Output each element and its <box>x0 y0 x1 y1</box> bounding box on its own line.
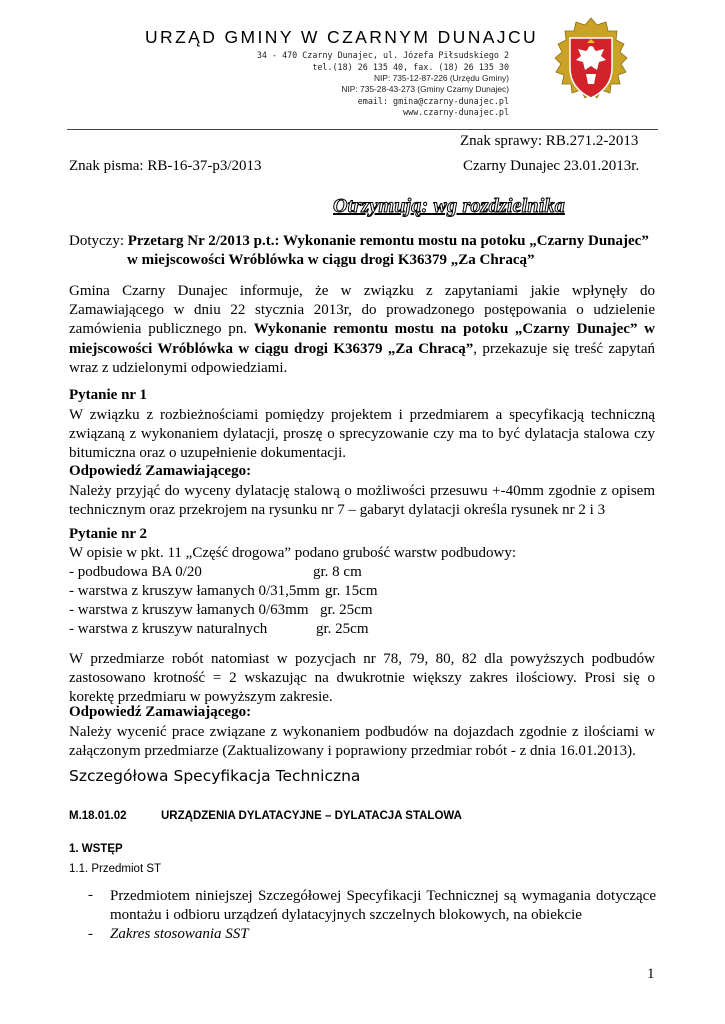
answer-2-heading: Odpowiedź Zamawiającego: <box>69 704 252 720</box>
email-line: email: gmina@czarny-dunajec.pl <box>357 96 509 106</box>
intro-paragraph <box>69 282 655 378</box>
spec-bullet-2: Zakres stosowania SST <box>110 926 249 942</box>
answer-1-heading: Odpowiedź Zamawiającego: <box>69 463 252 479</box>
layer-thickness: gr. 25cm <box>316 621 369 637</box>
letter-sign: Znak pisma: RB-16-37-p3/2013 <box>69 158 262 174</box>
header-divider <box>67 129 658 130</box>
office-name: URZĄD GMINY W CZARNYM DUNAJCU <box>145 27 539 47</box>
answer-2-text: Należy wycenić prace związane z wykonaniem podbudów na dojazdach zgodnie z ilościami w załączonym przedmiarze (Zaktualizowany i poprawiony przedmiar robót - z dnia 16.01.2013). <box>69 724 655 760</box>
spec-bullet-1: Przedmiotem niniejszej Szczegółowej Specyfikacji Technicznej są wymagania dotyczące montażu i odbioru urządzeń dylatacyjnych szczelnych blokowych, na obiekcie <box>110 888 656 924</box>
bullet-mark: - <box>88 887 93 903</box>
layer-thickness: gr. 8 cm <box>313 564 362 580</box>
subject-title: Przetarg Nr 2/2013 p.t.: Wykonanie remontu mostu na potoku „Czarny Dunajec” <box>127 233 649 249</box>
question-1-text: W związku z rozbieżnościami pomiędzy projektem i przedmiarem a specyfikacją techniczną związaną z wykonaniem dylatacji, proszę o sprecyzowanie czy ma to być dylatacja stalowa czy bitumiczna oraz o uzupełnienie dokumentacji. <box>69 407 655 462</box>
question-2-heading: Pytanie nr 2 <box>69 526 148 542</box>
section-heading: 1. WSTĘP <box>69 843 123 855</box>
address-line: 34 - 470 Czarny Dunajec, ul. Józefa Piłsudskiego 2 <box>256 50 509 60</box>
website-line: www.czarny-dunajec.pl <box>403 107 509 117</box>
question-2-intro: W opisie w pkt. 11 „Część drogowa” podano grubość warstw podbudowy: <box>69 545 516 561</box>
intro-bold-title: Wykonanie remontu mostu na potoku „Czarny Dunajec” w miejscowości Wróblówka w ciągu drogi K36379 „Za Chracą” <box>69 321 656 357</box>
layer-name: - warstwa z kruszyw łamanych 0/31,5mm <box>69 583 320 599</box>
case-sign: Znak sprawy: RB.271.2-2013 <box>460 133 639 149</box>
spec-code-title: URZĄDZENIA DYLATACYJNE – DYLATACJA STALOWA <box>161 810 462 822</box>
coat-of-arms-logo <box>550 16 632 112</box>
bullet-mark: - <box>88 926 93 942</box>
intro-text-2: , przekazuje się treść zapytań wraz z udzielonymi odpowiedziami. <box>69 340 655 376</box>
answer-1-text: Należy przyjąć do wyceny dylatację stalową o możliwości przesuwu +-40mm zgodnie z opisem technicznym oraz przekrojem na rysunku nr 7 – gabaryt dylatacji określa rysunek nr 2 i 3 <box>69 483 655 519</box>
intro-text-1: Gmina Czarny Dunajec informuje, że w związku z zapytaniami jakie wpłynęły do Zamawiającego w dniu 22 stycznia 2013r, do prowadzonego postępowania o udzielenie zamówienia publicznego pn. <box>69 283 655 338</box>
spec-title: Szczegółowa Specyfikacja Techniczna <box>69 767 361 785</box>
layer-name: - warstwa z kruszyw łamanych 0/63mm <box>69 602 309 618</box>
recipients-heading: Otrzymują: wg rozdzielnika <box>333 195 565 217</box>
phone-fax-line: tel.(18) 26 135 40, fax. (18) 26 135 30 <box>312 62 509 72</box>
page-number: 1 <box>647 966 655 982</box>
question-2-text: W przedmiarze robót natomiast w pozycjach nr 78, 79, 80, 82 dla powyższych podbudów zastosowano krotność = 2 wskazując na dwukrotnie większy zakres ilościowy. Prosi się o korektę przedmiaru w powyższym zakresie. <box>69 651 655 706</box>
place-date: Czarny Dunajec 23.01.2013r. <box>463 158 640 174</box>
nip-commune-line: NIP: 735-28-43-273 (Gminy Czarny Dunajec) <box>341 84 509 94</box>
layer-name: - podbudowa BA 0/20 <box>69 564 202 580</box>
spec-code: M.18.01.02 <box>69 810 127 822</box>
layer-name: - warstwa z kruszyw naturalnych <box>69 621 268 637</box>
subject-line-2: w miejscowości Wróblówka w ciągu drogi K36379 „Za Chracą” <box>127 252 535 268</box>
subject-line-1 <box>69 233 649 250</box>
layer-thickness: gr. 15cm <box>325 583 378 599</box>
layer-thickness: gr. 25cm <box>320 602 373 618</box>
subsection-heading: 1.1. Przedmiot ST <box>69 863 162 875</box>
subject-prefix: Dotyczy: <box>69 233 128 249</box>
question-1-heading: Pytanie nr 1 <box>69 387 148 403</box>
nip-office-line: NIP: 735-12-87-226 (Urzędu Gminy) <box>374 73 509 83</box>
